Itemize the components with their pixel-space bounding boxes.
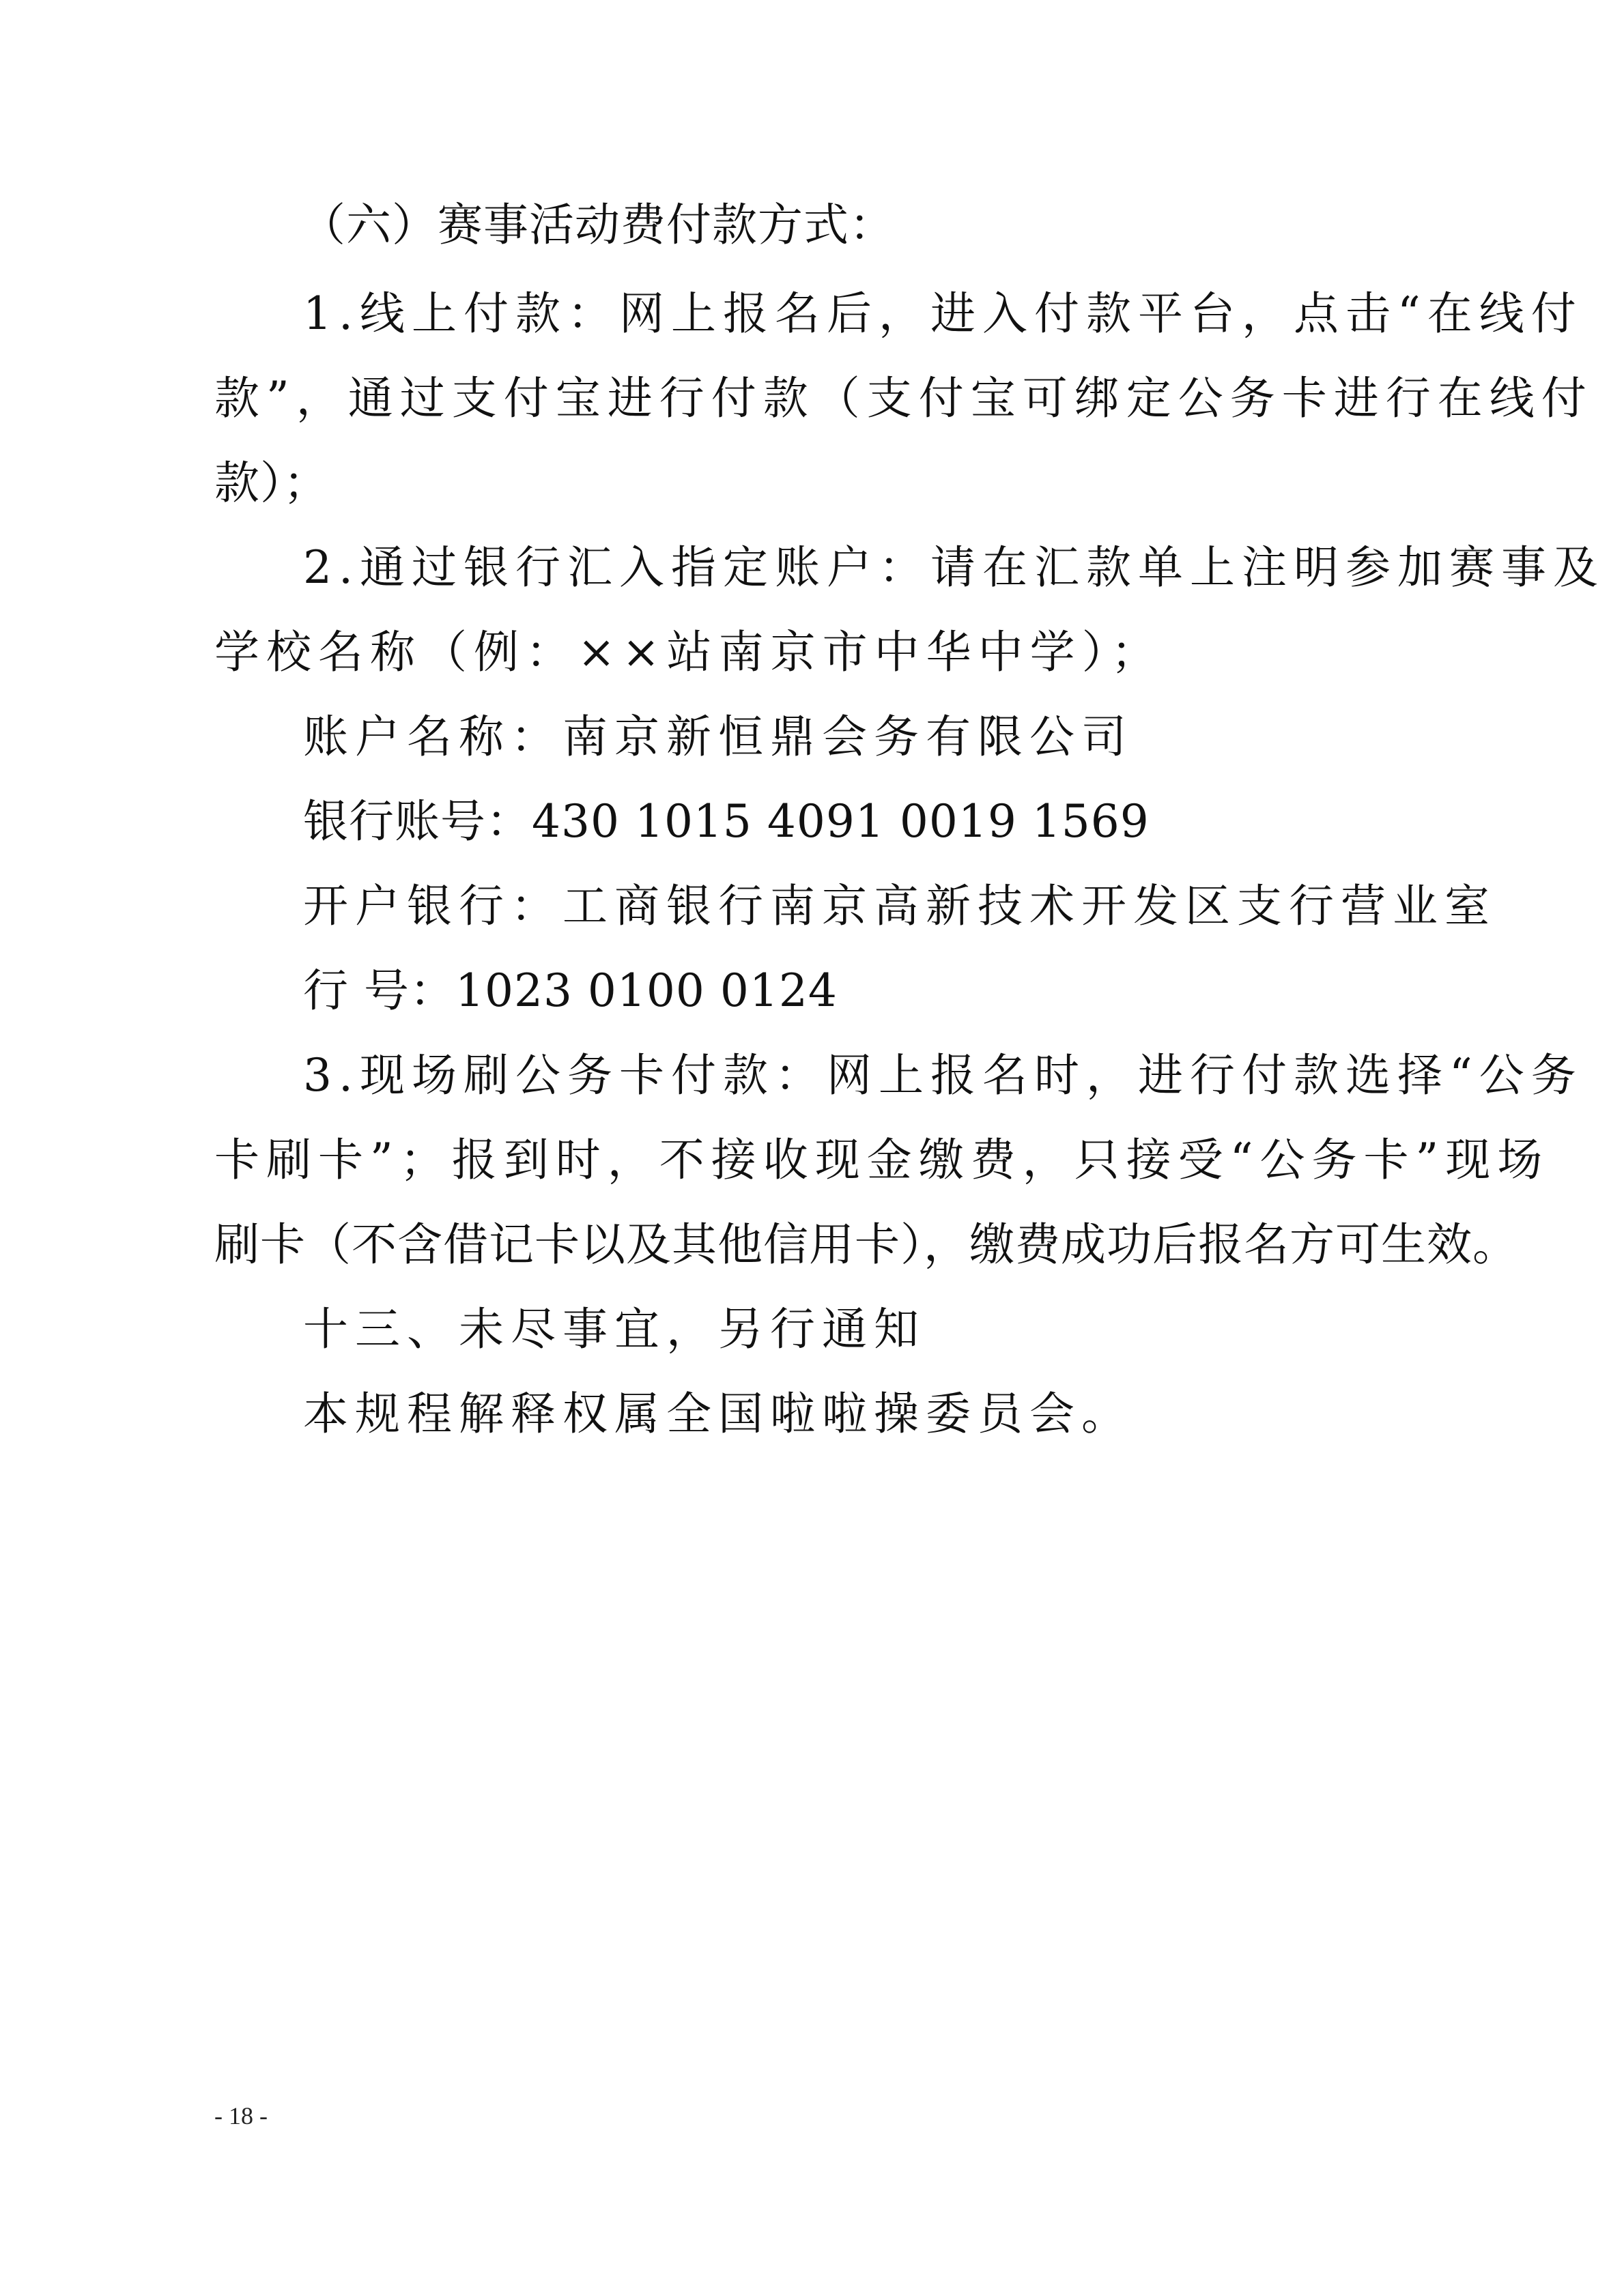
paragraph-online-payment-line-1: 1.线上付款：网上报名后，进入付款平台，点击“在线付	[303, 287, 1583, 340]
paragraph-card-payment-line-2: 卡刷卡”；报到时，不接收现金缴费，只接受“公务卡”现场	[214, 1134, 1550, 1186]
section-heading-payment: （六）赛事活动费付款方式：	[300, 199, 895, 251]
bank-code: 行 号：1023 0100 0124	[303, 964, 838, 1017]
section-heading-other-matters: 十三、未尽事宜，另行通知	[303, 1303, 926, 1355]
paragraph-card-payment-line-3: 刷卡（不含借记卡以及其他信用卡），缴费成功后报名方可生效。	[214, 1218, 1518, 1271]
page-number: - 18 -	[214, 2102, 268, 2129]
paragraph-card-payment-line-1: 3.现场刷公务卡付款：网上报名时，进行付款选择“公务	[303, 1049, 1583, 1102]
paragraph-online-payment-line-2: 款”，通过支付宝进行付款（支付宝可绑定公务卡进行在线付	[214, 372, 1593, 425]
opening-bank: 开户银行：工商银行南京高新技术开发区支行营业室	[303, 880, 1496, 932]
bank-account-number: 银行账号：430 1015 4091 0019 1569	[303, 795, 1150, 848]
paragraph-bank-transfer-line-2: 学校名称（例：××站南京市中华中学）；	[214, 626, 1163, 678]
paragraph-bank-transfer-line-1: 2.通过银行汇入指定账户：请在汇款单上注明参加赛事及	[303, 541, 1605, 594]
account-name: 账户名称：南京新恒鼎会务有限公司	[303, 711, 1133, 763]
paragraph-online-payment-line-3: 款）；	[214, 457, 329, 509]
interpretation-rights: 本规程解释权属全国啦啦操委员会。	[303, 1388, 1133, 1440]
